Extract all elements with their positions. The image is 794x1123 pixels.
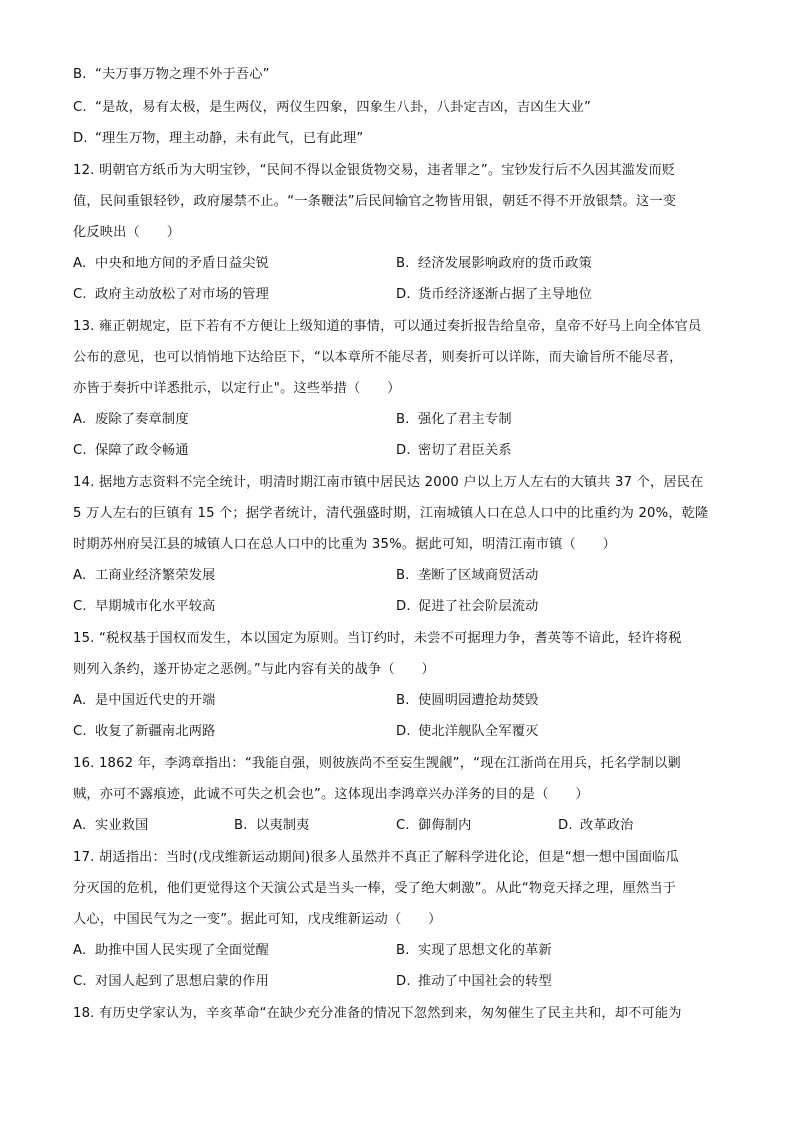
option-a: A. 助推中国人民实现了全面觉醒 [73, 943, 270, 958]
question-14-line-3: 时期苏州府吴江县的城镇人口在总人口中的比重为 35%。据此可知，明清江南市镇（ ） [73, 537, 617, 552]
question-15-line-1: 15. “税权基于国权而发生，本以国定为原则。当订约时，未尝不可据理力争，耆英等不谙此，轻许将税 [73, 631, 682, 646]
option-b: B. 实现了思想文化的革新 [396, 943, 552, 958]
question-12-line-1: 12. 明朝官方纸币为大明宝钞，“民间不得以金银货物交易，违者罪之”。宝钞发行后不久因其滥发而贬 [73, 163, 676, 178]
option-a: A. 中央和地方间的矛盾日益尖锐 [73, 256, 270, 271]
question-17-line-3: 人心，中国民气为之一变”。据此可知，戊戌维新运动（ ） [73, 912, 442, 927]
question-14-line-1: 14. 据地方志资料不完全统计，明清时期江南市镇中居民达 2000 户以上万人左右的大镇共 37 个，居民在 [73, 475, 704, 490]
option-d: D. 推动了中国社会的转型 [396, 974, 552, 989]
option-d: D. 改革政治 [558, 818, 634, 833]
option-c: C. 早期城市化水平较高 [73, 599, 216, 614]
option-c: C. 保障了政令畅通 [73, 443, 189, 458]
question-13-line-1: 13. 雍正朝规定，臣下若有不方便让上级知道的事情，可以通过奏折报告给皇帝，皇帝不好马上向全体官员 [73, 319, 702, 334]
option-d: D. “理生万物，理主动静，未有此气，已有此理” [73, 131, 364, 146]
option-d: D. 促进了社会阶层流动 [396, 599, 539, 614]
option-d: D. 密切了君臣关系 [396, 443, 512, 458]
question-16-line-1: 16. 1862 年，李鸿章指出：“我能自强，则彼族尚不至妄生觊觎”，“现在江浙尚在用兵，托名学制以剿 [73, 756, 681, 771]
question-13-line-3: 亦皆于奏折中详悉批示，以定行止"。这些举措（ ） [73, 381, 401, 396]
option-a: A. 实业救国 [73, 818, 149, 833]
question-16-line-2: 贼，亦可不露痕迹，此诚不可失之机会也”。这体现出李鸿章兴办洋务的目的是（ ） [73, 787, 589, 802]
option-c: C. 对国人起到了思想启蒙的作用 [73, 974, 270, 989]
question-15-line-2: 则列入条约，遂开协定之恶例。”与此内容有关的战争（ ） [73, 662, 435, 677]
question-12-line-3: 化反映出（ ） [73, 225, 181, 240]
option-d: D. 货币经济逐渐占据了主导地位 [396, 287, 593, 302]
option-d: D. 使北洋舰队全军覆灭 [396, 724, 539, 739]
question-12-line-2: 值，民间重银轻钞，政府屡禁不止。“一条鞭法”后民间输官之物皆用银，朝廷不得不开放银禁。这一变 [73, 194, 677, 209]
option-b: B. 经济发展影响政府的货币政策 [396, 256, 593, 271]
question-14-line-2: 5 万人左右的巨镇有 15 个；据学者统计，清代强盛时期，江南城镇人口在总人口中的比重约为 20%，乾隆 [73, 506, 709, 521]
option-a: A. 废除了奏章制度 [73, 412, 189, 427]
option-b: B. 强化了君主专制 [396, 412, 512, 427]
option-b: B. 使圆明园遭抢劫焚毁 [396, 693, 539, 708]
question-18-line-1: 18. 有历史学家认为，辛亥革命“在缺少充分准备的情况下忽然到来，匆匆催生了民主共和，却不可能为 [73, 1006, 682, 1021]
option-a: A. 工商业经济繁荣发展 [73, 568, 216, 583]
option-b: B. “夫万事万物之理不外于吾心” [73, 67, 270, 82]
option-b: B. 垄断了区域商贸活动 [396, 568, 539, 583]
question-17-line-1: 17. 胡适指出：当时(戊戌维新运动期间)很多人虽然并不真正了解科学进化论，但是“想一想中国面临瓜 [73, 850, 679, 865]
question-17-line-2: 分灭国的危机，他们更觉得这个天演公式是当头一棒，受了绝大刺激”。从此“物竞天择之理，厘然当于 [73, 881, 677, 896]
question-13-line-2: 公布的意见，也可以悄悄地下达给臣下，“以本章所不能尽者，则奏折可以详陈，而夫谕旨所不能尽者， [73, 350, 683, 365]
option-c: C. “是故，易有太极，是生两仪，两仪生四象，四象生八卦，八卦定吉凶，吉凶生大业” [73, 100, 592, 115]
option-c: C. 御侮制内 [396, 818, 472, 833]
option-c: C. 政府主动放松了对市场的管理 [73, 287, 270, 302]
option-b: B. 以夷制夷 [234, 818, 310, 833]
option-a: A. 是中国近代史的开端 [73, 693, 216, 708]
option-c: C. 收复了新疆南北两路 [73, 724, 216, 739]
